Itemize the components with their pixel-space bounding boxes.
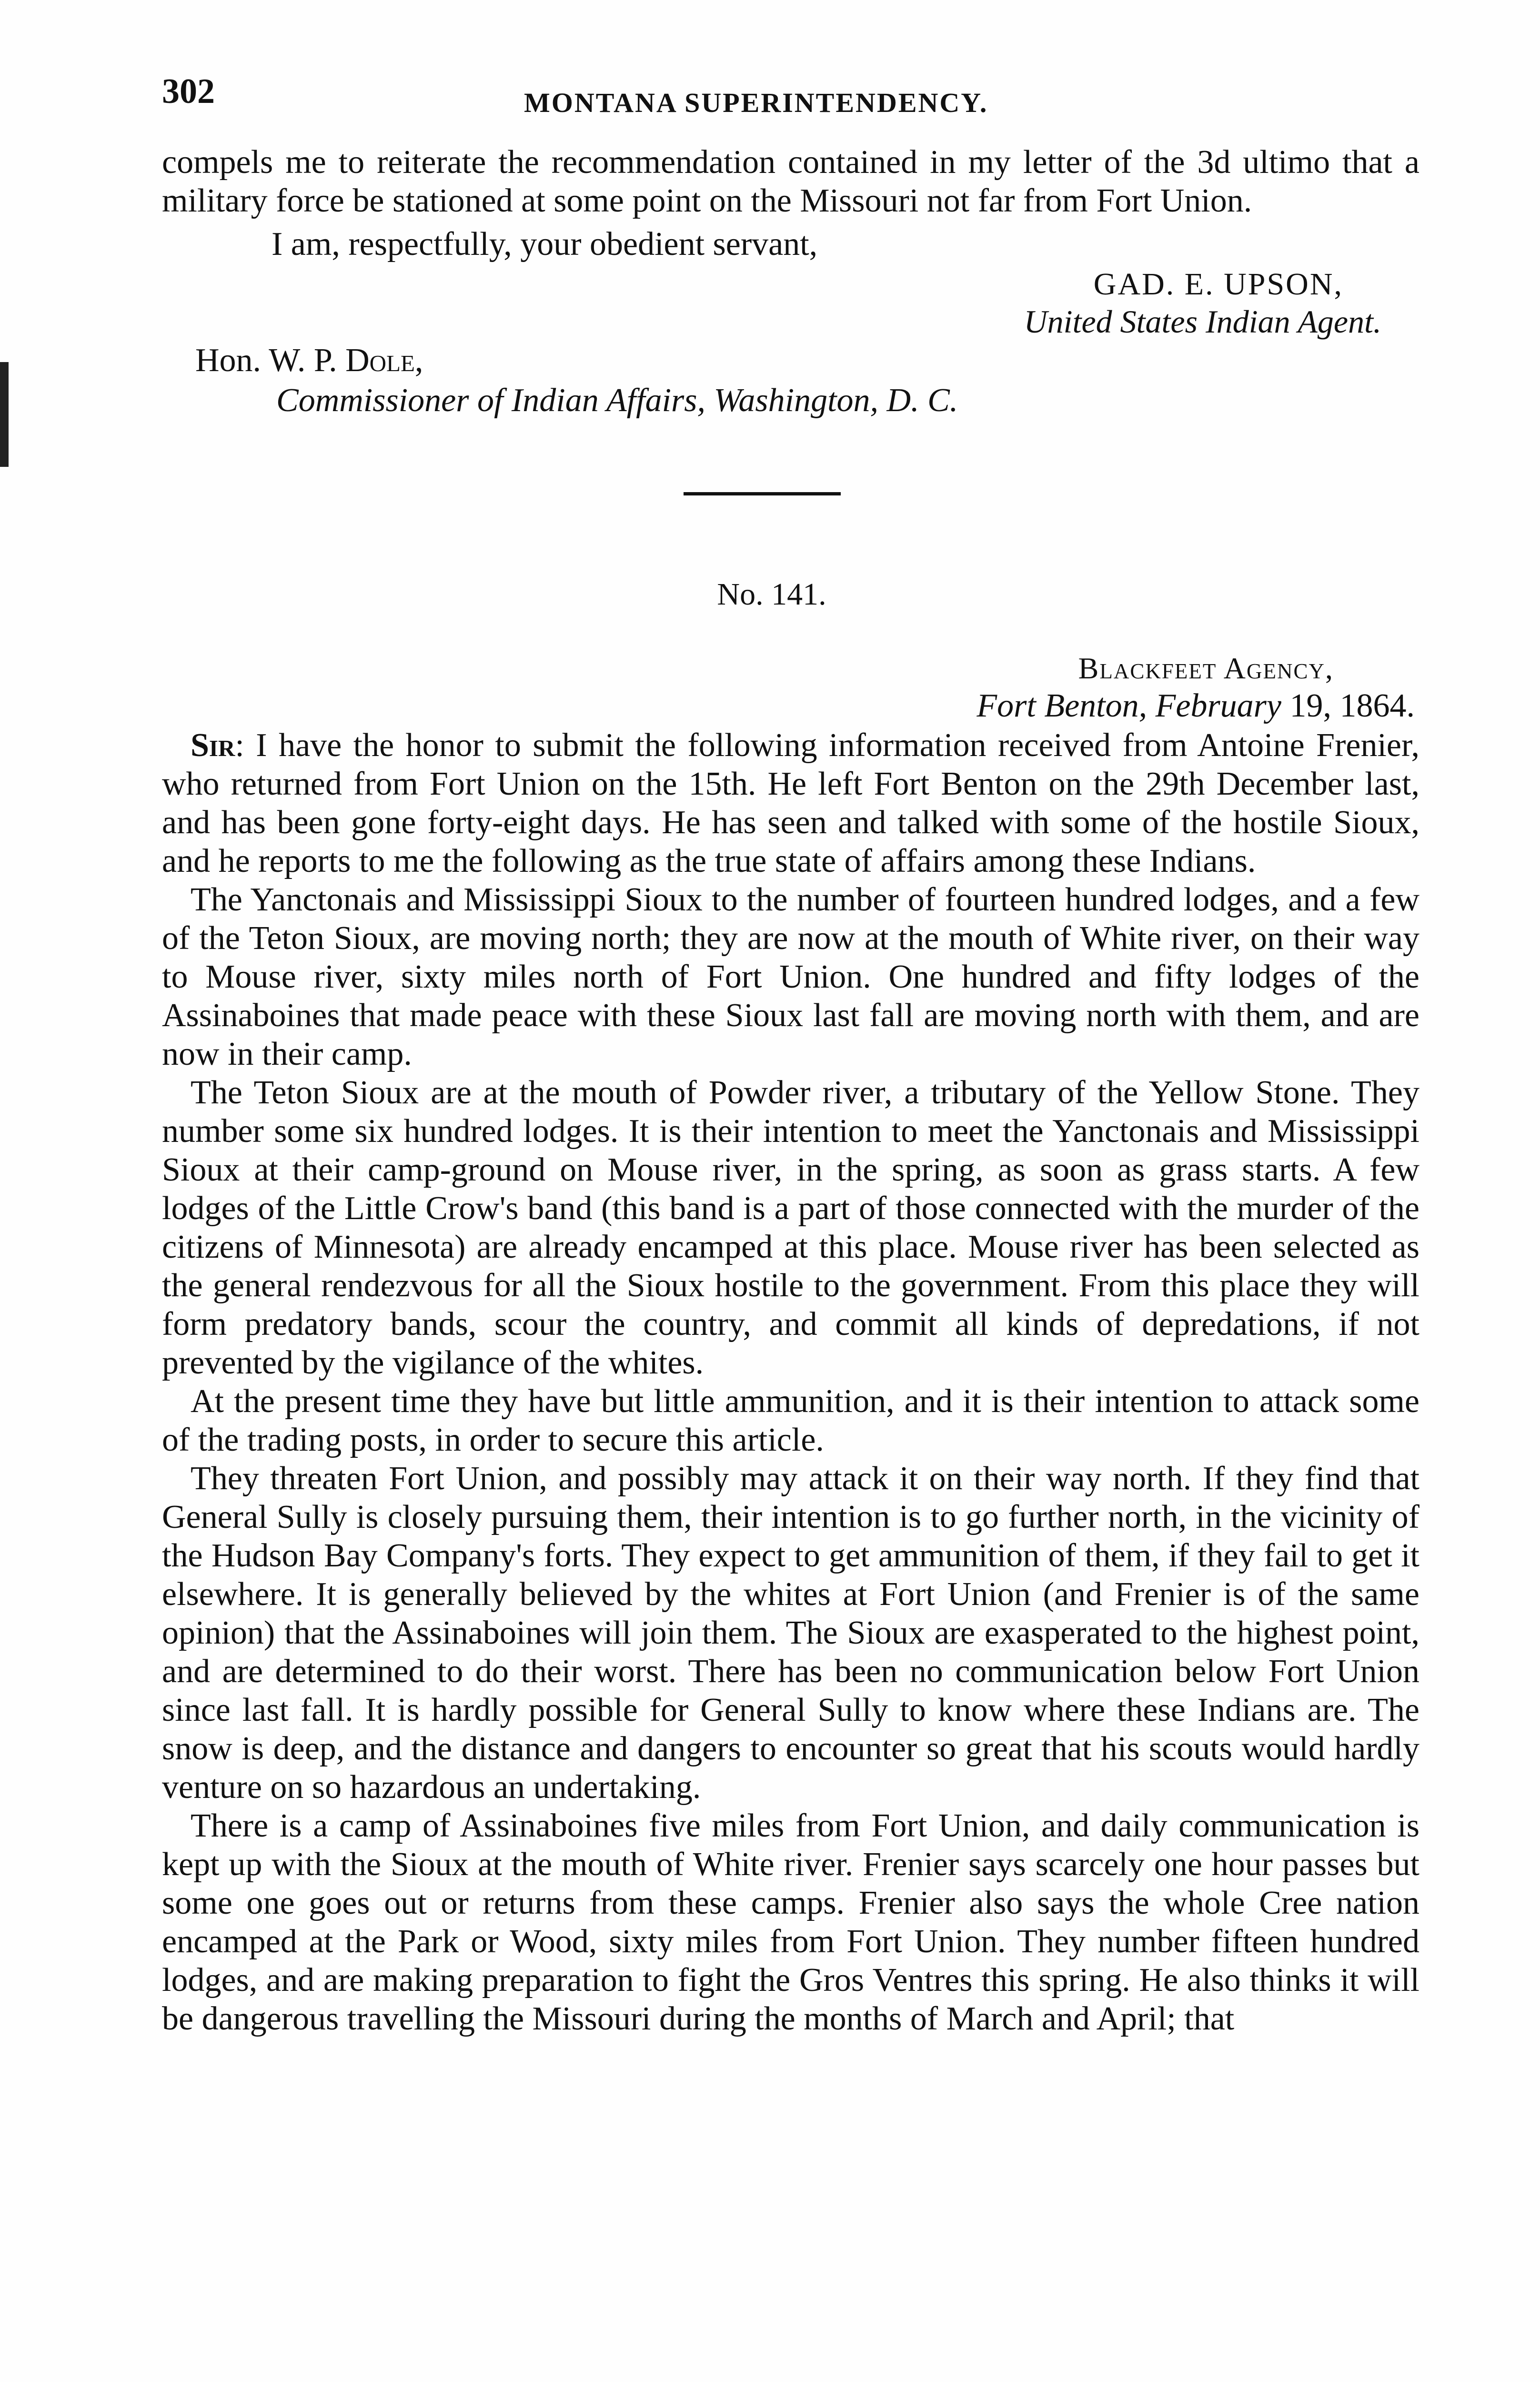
page-number: 302 xyxy=(162,72,215,111)
paragraph-1 xyxy=(162,726,1419,880)
page-content xyxy=(162,71,1419,2038)
paragraph-3: The Teton Sioux are at the mouth of Powder river, a tributary of the Yellow Stone. They number some six hundred lodges. It is their intention to meet the Yanctonais and Mississippi Sioux at their camp-ground on Mouse river, in the spring, as soon as grass starts. A few lodges of the Little Crow's band (this band is a part of those connected with the murder of the citizens of Minnesota) are already encamped at this place. Mouse river has been selected as the general rendezvous for all the Sioux hostile to the government. From this place they will form predatory bands, scour the country, and commit all kinds of depredations, if not prevented by the vigilance of the whites. xyxy=(162,1074,1419,1381)
addressee-name: Dole, xyxy=(345,342,423,379)
dateline-day: 19, 1864. xyxy=(1289,687,1415,724)
paragraph-5: They threaten Fort Union, and possibly may attack it on their way north. If they find that General Sully is closely pursuing them, their intention is to go further north, in the vicinity of the Hudson Bay Company's forts. They expect to get ammunition of them, if they fail to get it elsewhere. It is generally believed by the whites at Fort Union (and Frenier is of the same opinion) that the Assinaboines will join them. The Sioux are exasperated to the highest point, and are determined to do their worst. There has been no communication below Fort Union since last fall. It is hardly possible for General Sully to know where these Indians are. The snow is deep, and the distance and dangers to encounter so great that his scouts would hardly venture on so hazardous an undertaking. xyxy=(162,1460,1419,1806)
paragraph-6: There is a camp of Assinaboines five miles from Fort Union, and daily communication is kept up with the Sioux at the mouth of White river. Frenier says scarcely one hour passes but some one goes out or returns from these camps. Frenier also says the whole Cree nation encamped at the Park or Wood, sixty miles from Fort Union. They number fifteen hundred lodges, and are making preparation to fight the Gros Ventres this spring. He also thinks it will be dangerous travelling the Missouri during the months of March and April; that xyxy=(162,1807,1419,2037)
addressee-title: Commissioner of Indian Affairs, Washington, D. C. xyxy=(276,382,958,419)
section-divider xyxy=(684,492,841,495)
signer-name: GAD. E. UPSON, xyxy=(1093,267,1343,302)
letter-closing: I am, respectfully, your obedient servant, xyxy=(272,226,818,262)
dateline xyxy=(162,686,1419,726)
dateline-place: Fort Benton, February xyxy=(976,687,1281,724)
addressee xyxy=(162,341,1419,381)
salutation: Sir xyxy=(191,727,235,764)
letter-continuation: compels me to reiterate the recommendation contained in my letter of the 3d ultimo that a military force be stationed at some point on the Missouri not far from Fort Union. xyxy=(162,144,1419,219)
document-number: No. 141. xyxy=(717,577,826,612)
running-head: MONTANA SUPERINTENDENCY. xyxy=(524,87,988,118)
paragraph-4: At the present time they have but little ammunition, and it is their intention to attack some of the trading posts, in order to secure this article. xyxy=(162,1383,1419,1458)
signer-title: United States Indian Agent. xyxy=(1024,303,1381,340)
agency-heading: Blackfeet Agency, xyxy=(1078,651,1334,685)
addressee-prefix: Hon. W. P. xyxy=(195,342,337,379)
page-header xyxy=(162,71,1419,143)
scan-edge-left xyxy=(0,362,9,467)
paragraph-2: The Yanctonais and Mississippi Sioux to the number of fourteen hundred lodges, and a few of the Teton Sioux, are moving north; they are now at the mouth of White river, on their way to Mouse river, sixty miles north of Fort Union. One hundred and fifty lodges of the Assinaboines that made peace with these Sioux last fall are moving north with them, and are now in their camp. xyxy=(162,881,1419,1072)
paragraph-1-text: : I have the honor to submit the following information received from Antoine Frenier, who returned from Fort Union on the 15th. He left Fort Benton on the 29th December last, and has been gone forty-eight days. He has seen and talked with some of the hostile Sioux, and he reports to me the following as the true state of affairs among these Indians. xyxy=(162,727,1419,879)
